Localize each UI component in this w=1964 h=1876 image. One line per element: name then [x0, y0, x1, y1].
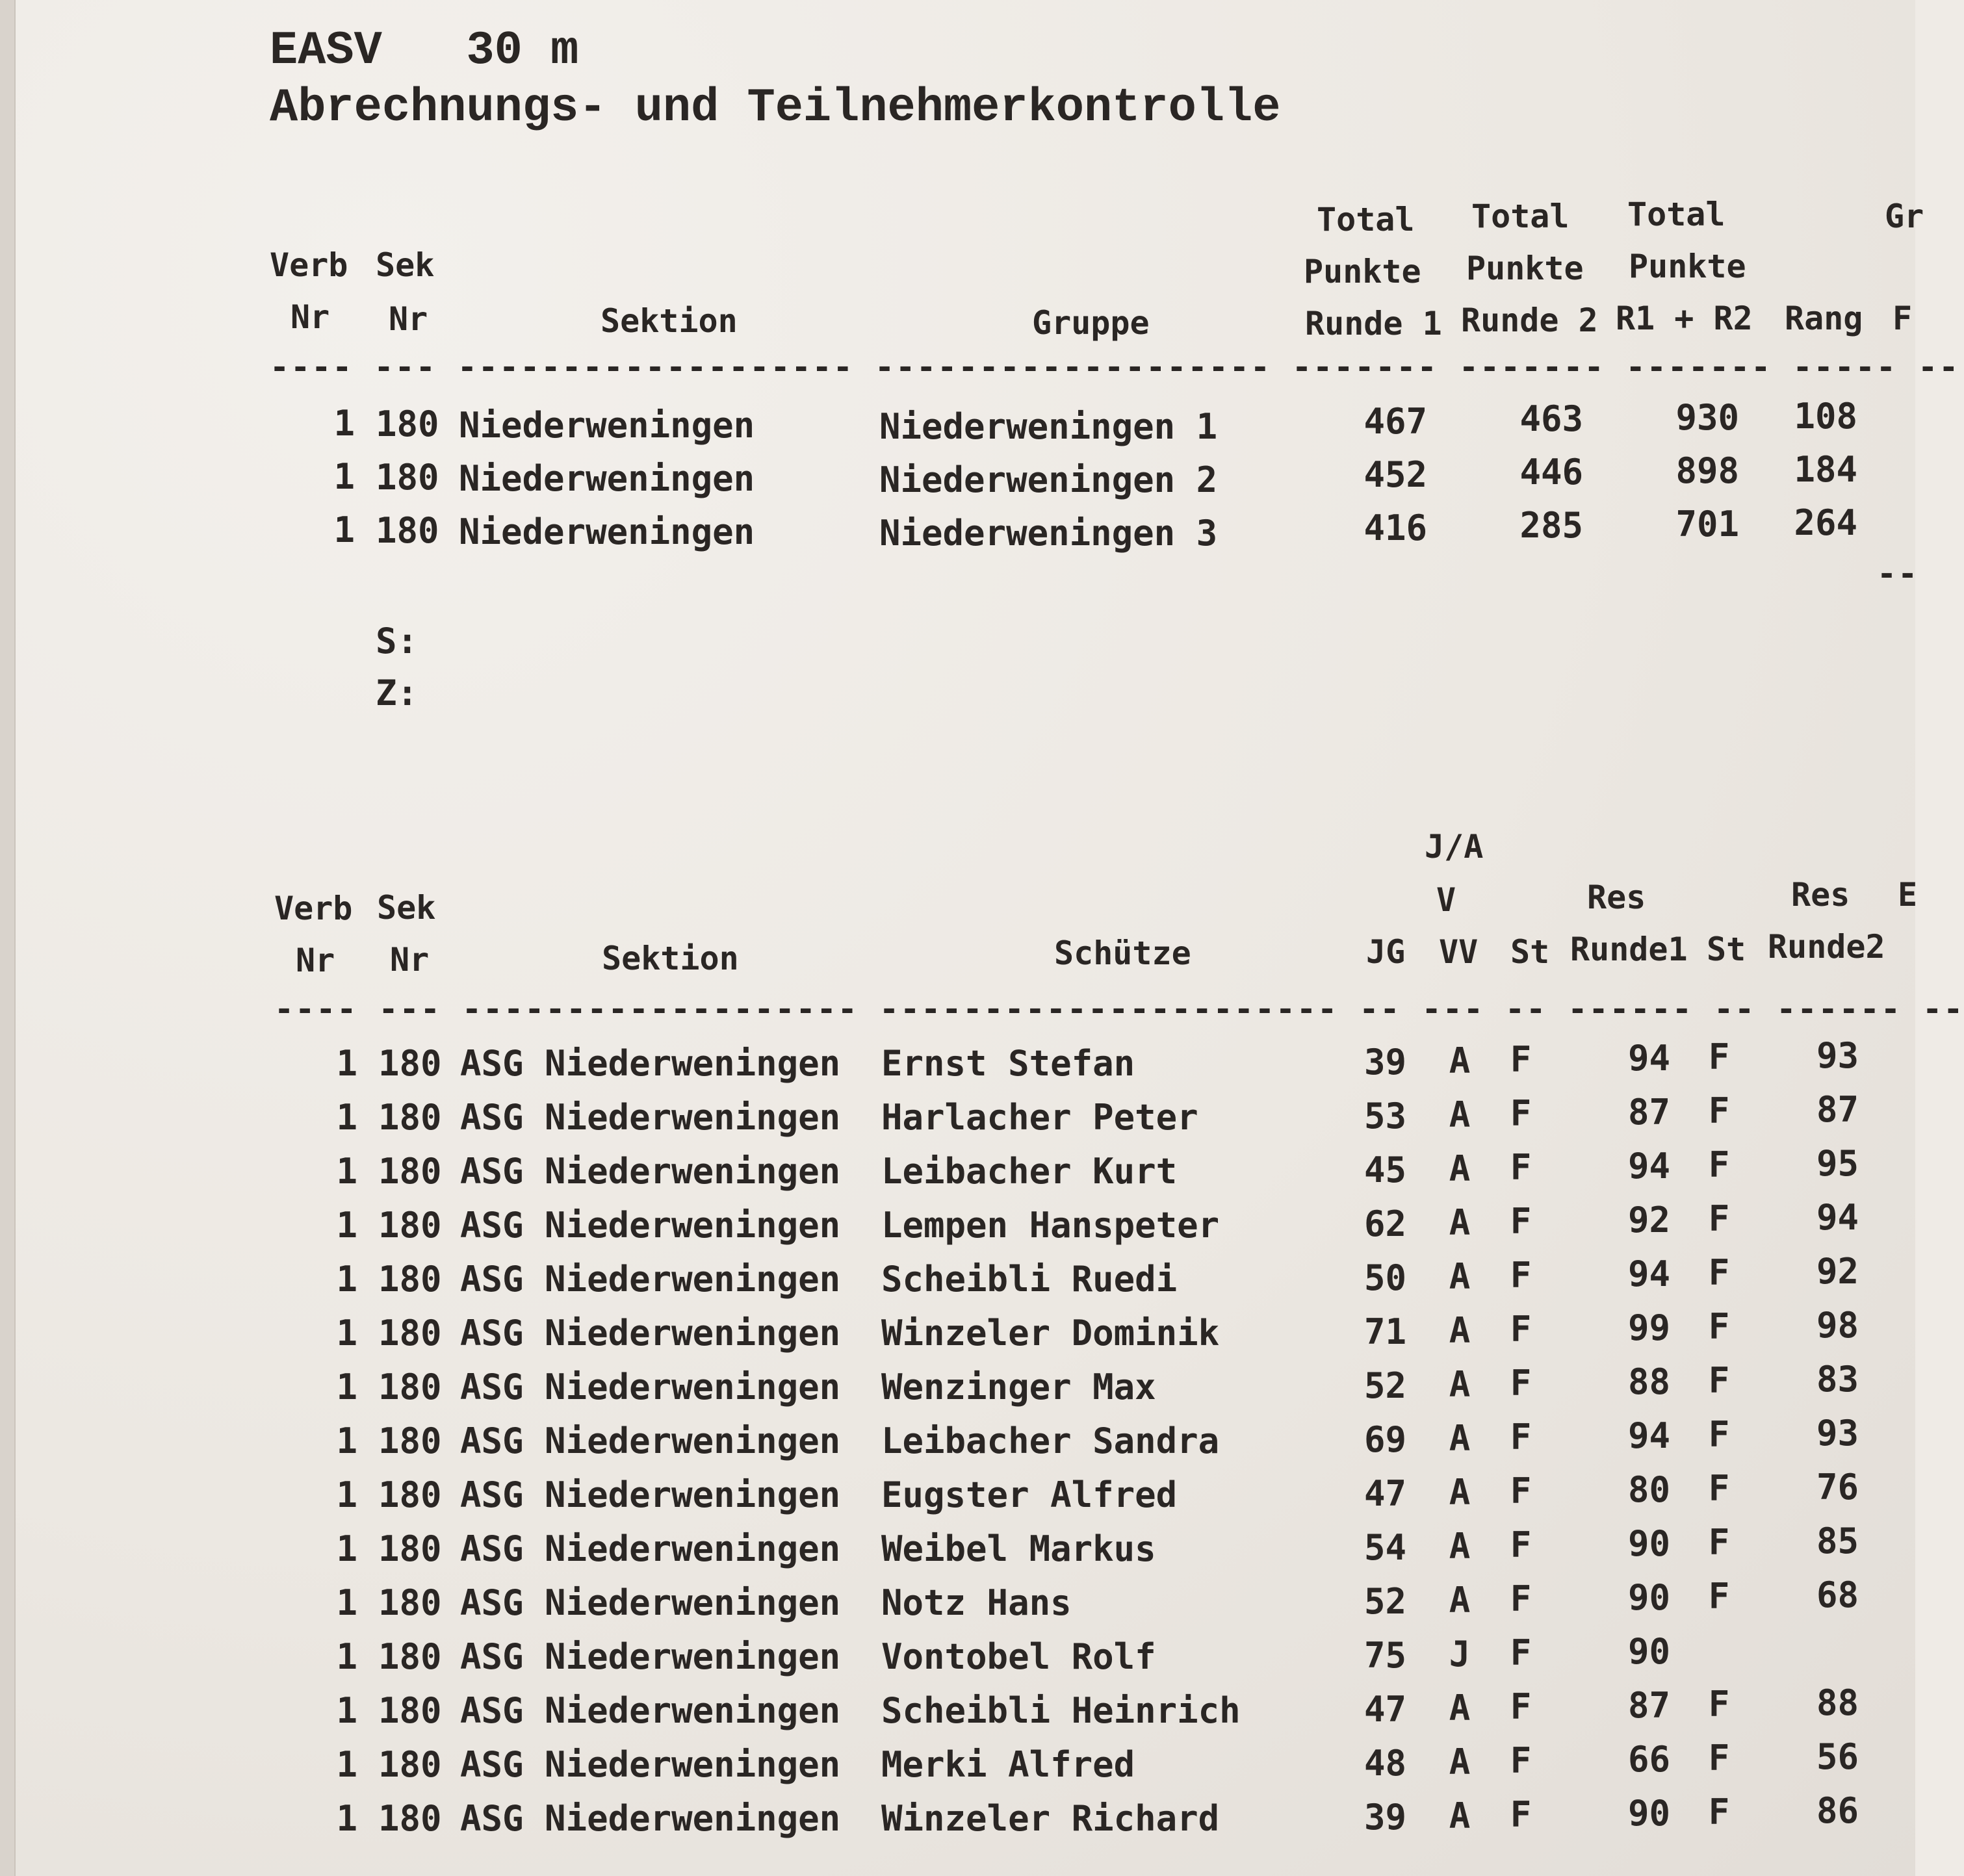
shooter-cell-res1: 90: [1627, 1577, 1670, 1618]
shooter-cell-sek: 180: [378, 1097, 442, 1138]
shooter-cell-ja: A: [1449, 1094, 1471, 1135]
group-row-3-r1: 416: [1363, 508, 1427, 548]
shooter-header-res1-1: Res: [1587, 879, 1646, 916]
shooter-cell-st2: F: [1708, 1468, 1730, 1509]
shooter-cell-st2: F: [1708, 1360, 1730, 1401]
shooter-header-res2-1: Res: [1791, 876, 1850, 914]
shooter-cell-sektion: ASG Niederweningen: [460, 1690, 841, 1731]
shooter-header-cut: E: [1898, 876, 1918, 914]
shooter-cell-sek: 180: [378, 1367, 442, 1407]
shooter-cell-verb: 1: [336, 1151, 357, 1192]
shooter-cell-res2: 83: [1816, 1359, 1859, 1400]
shooter-cell-res1: 92: [1627, 1200, 1670, 1240]
shooter-cell-name: Ernst Stefan: [881, 1043, 1135, 1084]
group-row-1-gruppe: Niederweningen 1: [879, 406, 1218, 447]
shooter-cell-sektion: ASG Niederweningen: [460, 1367, 841, 1407]
shooter-cell-sek: 180: [378, 1259, 442, 1300]
shooter-cell-sek: 180: [378, 1690, 442, 1731]
shooter-cell-res2: 76: [1816, 1467, 1859, 1508]
shooter-cell-res1: 90: [1627, 1631, 1670, 1672]
shooter-cell-jg: 62: [1363, 1203, 1406, 1244]
shooter-cell-name: Eugster Alfred: [881, 1474, 1178, 1515]
shooter-cell-jg: 47: [1363, 1689, 1406, 1730]
group-row-2-total: 898: [1675, 450, 1739, 491]
group-row-2-gruppe: Niederweningen 2: [879, 459, 1218, 500]
shooter-cell-verb: 1: [336, 1043, 357, 1084]
shooter-cell-verb: 1: [336, 1582, 357, 1623]
shooter-header-verb-nr: Nr: [296, 942, 335, 979]
shooter-header-sek-nr: Nr: [390, 941, 430, 979]
group-row-3-rang: 264: [1794, 502, 1857, 543]
group-header-sektion: Sektion: [601, 302, 738, 340]
shooter-cell-sektion: ASG Niederweningen: [460, 1474, 841, 1515]
shooter-cell-sektion: ASG Niederweningen: [460, 1205, 841, 1246]
group-row-2-r1: 452: [1363, 454, 1427, 495]
shooter-cell-res1: 90: [1627, 1523, 1670, 1564]
shooter-cell-sektion: ASG Niederweningen: [460, 1798, 841, 1839]
group-header-verb: Verb: [270, 246, 348, 284]
shooter-cell-st1: F: [1510, 1363, 1532, 1404]
shooter-cell-jg: 71: [1363, 1311, 1406, 1352]
shooter-cell-name: Vontobel Rolf: [881, 1636, 1156, 1677]
shooter-cell-sek: 180: [378, 1474, 442, 1515]
shooter-cell-st1: F: [1510, 1471, 1532, 1511]
shooter-cell-res2: 68: [1816, 1574, 1859, 1615]
shooter-cell-res1: 94: [1627, 1415, 1670, 1456]
shooter-cell-st1: F: [1510, 1578, 1532, 1619]
shooter-cell-st1: F: [1510, 1201, 1532, 1242]
shooter-cell-res2: 94: [1816, 1197, 1859, 1238]
group-s-label: S:: [376, 621, 419, 662]
shooter-cell-sek: 180: [378, 1528, 442, 1569]
shooter-cell-sektion: ASG Niederweningen: [460, 1151, 841, 1192]
shooter-cell-verb: 1: [336, 1205, 357, 1246]
shooter-cell-sek: 180: [378, 1798, 442, 1839]
shooter-header-st2: St: [1707, 931, 1746, 968]
shooter-header-jg: JG: [1366, 933, 1406, 971]
shooter-cell-name: Scheibli Ruedi: [881, 1259, 1178, 1300]
group-row-3-verb: 1: [333, 509, 355, 550]
shooter-cell-res2: 98: [1816, 1305, 1859, 1346]
shooter-header-ja-2: V: [1436, 881, 1456, 919]
group-row-2-verb: 1: [333, 456, 355, 497]
shooter-cell-st1: F: [1510, 1686, 1532, 1727]
shooter-cell-st2: F: [1708, 1090, 1730, 1131]
shooter-cell-jg: 45: [1363, 1150, 1406, 1190]
shooter-cell-st2: F: [1708, 1792, 1730, 1832]
shooter-cell-verb: 1: [336, 1097, 357, 1138]
shooter-cell-res1: 88: [1627, 1361, 1670, 1402]
shooter-cell-sektion: ASG Niederweningen: [460, 1097, 841, 1138]
shooter-cell-sek: 180: [378, 1205, 442, 1246]
group-z-label: Z:: [376, 673, 419, 713]
group-header-sek-nr: Nr: [389, 300, 428, 338]
shooter-cell-ja: A: [1449, 1202, 1471, 1243]
shooter-cell-ja: A: [1449, 1580, 1471, 1621]
document-title-line1: EASV 30 m: [270, 24, 579, 77]
group-header-gruppe: Gruppe: [1032, 304, 1150, 342]
shooter-cell-st1: F: [1510, 1417, 1532, 1458]
shooter-cell-sek: 180: [378, 1636, 442, 1677]
shooter-cell-name: Weibel Markus: [881, 1528, 1156, 1569]
document-title-line2: Abrechnungs- und Teilnehmerkontrolle: [270, 81, 1281, 135]
shooter-cell-sek: 180: [378, 1744, 442, 1785]
group-header-cut-3: F: [1893, 300, 1913, 337]
group-row-3-sek: 180: [376, 510, 439, 551]
shooter-cell-res1: 94: [1627, 1146, 1670, 1187]
group-header-cut-1: Gr: [1885, 198, 1924, 235]
shooter-cell-sek: 180: [378, 1420, 442, 1461]
group-header-r1-1: Total: [1317, 201, 1415, 238]
group-row-1-verb: 1: [333, 403, 355, 444]
group-row-2-sektion: Niederweningen: [459, 458, 755, 499]
shooter-header-ja-1: J/A: [1425, 828, 1484, 866]
shooter-cell-st1: F: [1510, 1039, 1532, 1080]
shooter-cell-st2: F: [1708, 1306, 1730, 1347]
shooter-cell-ja: A: [1449, 1256, 1471, 1297]
shooter-header-st1: St: [1510, 933, 1550, 971]
group-header-total-1: Total: [1627, 196, 1725, 233]
shooter-header-res1-2: Runde1: [1570, 931, 1688, 968]
shooter-cell-st1: F: [1510, 1309, 1532, 1350]
group-row-3-gruppe: Niederweningen 3: [879, 513, 1218, 554]
shooter-cell-sektion: ASG Niederweningen: [460, 1259, 841, 1300]
shooter-cell-sektion: ASG Niederweningen: [460, 1528, 841, 1569]
shooter-cell-ja: A: [1449, 1795, 1471, 1836]
shooter-cell-verb: 1: [336, 1259, 357, 1300]
shooter-header-ja-3: VV: [1439, 933, 1479, 971]
shooter-cell-sektion: ASG Niederweningen: [460, 1744, 841, 1785]
shooter-cell-res2: 85: [1816, 1521, 1859, 1561]
group-row-2-rang: 184: [1794, 449, 1857, 490]
shooter-cell-res2: 93: [1816, 1413, 1859, 1454]
group-row-3-sektion: Niederweningen: [459, 511, 755, 552]
shooter-cell-sek: 180: [378, 1151, 442, 1192]
shooter-cell-ja: A: [1449, 1526, 1471, 1567]
shooter-cell-jg: 47: [1363, 1473, 1406, 1514]
group-row-2-sek: 180: [376, 457, 439, 498]
shooter-cell-verb: 1: [336, 1636, 357, 1677]
shooter-cell-jg: 48: [1363, 1743, 1406, 1784]
group-header-sek: Sek: [376, 246, 435, 284]
shooter-cell-verb: 1: [336, 1367, 357, 1407]
shooter-cell-st1: F: [1510, 1740, 1532, 1781]
shooter-cell-sek: 180: [378, 1313, 442, 1354]
shooter-cell-res2: 93: [1816, 1035, 1859, 1076]
shooter-cell-res1: 66: [1627, 1739, 1670, 1780]
group-header-total-3: R1 + R2: [1616, 300, 1753, 337]
shooter-cell-res1: 99: [1627, 1307, 1670, 1348]
group-header-total-2: Punkte: [1629, 248, 1746, 285]
shooter-cell-verb: 1: [336, 1420, 357, 1461]
shooter-cell-jg: 39: [1363, 1797, 1406, 1838]
group-header-divider: ---- --- ------------------- ------------------- ------- ------- ------- ----- --: [270, 348, 1960, 386]
shooter-cell-jg: 69: [1363, 1419, 1406, 1460]
shooter-cell-st1: F: [1510, 1147, 1532, 1188]
shooter-cell-sektion: ASG Niederweningen: [460, 1043, 841, 1084]
shooter-cell-ja: A: [1449, 1418, 1471, 1459]
shooter-cell-verb: 1: [336, 1798, 357, 1839]
shooter-cell-name: Wenzinger Max: [881, 1367, 1156, 1407]
shooter-cell-name: Winzeler Richard: [881, 1798, 1220, 1839]
shooter-cell-res2: 88: [1816, 1682, 1859, 1723]
shooter-cell-name: Scheibli Heinrich: [881, 1690, 1241, 1731]
shooter-cell-verb: 1: [336, 1744, 357, 1785]
shooter-header-sek: Sek: [377, 889, 436, 927]
shooter-cell-sektion: ASG Niederweningen: [460, 1313, 841, 1354]
shooter-header-verb: Verb: [274, 890, 353, 927]
shooter-cell-st2: F: [1708, 1738, 1730, 1779]
shooter-cell-res2: 95: [1816, 1143, 1859, 1184]
shooter-cell-res1: 90: [1627, 1793, 1670, 1834]
shooter-header-schuetze: Schütze: [1054, 934, 1191, 972]
shooter-cell-jg: 39: [1363, 1042, 1406, 1083]
shooter-cell-sektion: ASG Niederweningen: [460, 1636, 841, 1677]
shooter-cell-name: Leibacher Sandra: [881, 1420, 1220, 1461]
shooter-cell-name: Leibacher Kurt: [881, 1151, 1178, 1192]
shooter-cell-jg: 52: [1363, 1365, 1406, 1406]
shooter-cell-sektion: ASG Niederweningen: [460, 1582, 841, 1623]
group-row-2-r2: 446: [1519, 452, 1583, 493]
shooter-cell-st2: F: [1708, 1252, 1730, 1293]
shooter-cell-st1: F: [1510, 1255, 1532, 1296]
shooter-header-sektion: Sektion: [602, 940, 739, 977]
shooter-cell-st1: F: [1510, 1093, 1532, 1134]
shooter-cell-jg: 50: [1363, 1257, 1406, 1298]
group-row-3-r2: 285: [1519, 505, 1583, 546]
shooter-cell-ja: A: [1449, 1364, 1471, 1405]
shooter-cell-jg: 53: [1363, 1096, 1406, 1137]
shooter-cell-res1: 94: [1627, 1253, 1670, 1294]
shooter-cell-st2: F: [1708, 1036, 1730, 1077]
shooter-cell-ja: A: [1449, 1741, 1471, 1782]
shooter-cell-name: Lempen Hanspeter: [881, 1205, 1220, 1246]
group-row-3-total: 701: [1675, 504, 1739, 545]
group-row-1-r1: 467: [1363, 401, 1427, 442]
shooter-cell-res2: 92: [1816, 1251, 1859, 1292]
shooter-cell-st2: F: [1708, 1144, 1730, 1185]
group-row-1-r2: 463: [1519, 398, 1583, 439]
shooter-cell-jg: 75: [1363, 1635, 1406, 1676]
group-header-r1-3: Runde 1: [1305, 305, 1442, 342]
group-header-r1-2: Punkte: [1304, 253, 1421, 290]
shooter-cell-sek: 180: [378, 1043, 442, 1084]
group-row-1-sek: 180: [376, 404, 439, 444]
shooter-cell-verb: 1: [336, 1528, 357, 1569]
shooter-cell-ja: A: [1449, 1148, 1471, 1189]
shooter-cell-name: Merki Alfred: [881, 1744, 1135, 1785]
shooter-cell-ja: A: [1449, 1310, 1471, 1351]
shooter-cell-name: Harlacher Peter: [881, 1097, 1198, 1138]
shooter-cell-name: Notz Hans: [881, 1582, 1072, 1623]
shooter-header-divider: ---- --- ------------------- ---------------------- -- --- -- ------ -- ------ --: [274, 990, 1964, 1028]
shooter-cell-res1: 87: [1627, 1092, 1670, 1133]
shooter-cell-ja: A: [1449, 1040, 1471, 1081]
shooter-cell-jg: 52: [1363, 1581, 1406, 1622]
group-header-verb-nr: Nr: [291, 298, 330, 336]
shooter-cell-ja: A: [1449, 1472, 1471, 1513]
shooter-cell-res1: 87: [1627, 1685, 1670, 1726]
shooter-cell-st1: F: [1510, 1632, 1532, 1673]
shooter-cell-st2: F: [1708, 1684, 1730, 1725]
shooter-cell-res1: 94: [1627, 1038, 1670, 1079]
group-row-1-total: 930: [1675, 397, 1739, 438]
shooter-cell-st2: F: [1708, 1522, 1730, 1563]
group-header-r2-2: Punkte: [1466, 250, 1584, 287]
group-trailing-dash: --: [1877, 555, 1919, 593]
shooter-cell-sek: 180: [378, 1582, 442, 1623]
shooter-header-res2-2: Runde2: [1768, 928, 1885, 966]
shooter-cell-ja: J: [1449, 1634, 1471, 1675]
group-header-r2-3: Runde 2: [1461, 302, 1598, 339]
shooter-cell-res2: 56: [1816, 1736, 1859, 1777]
shooter-cell-res2: 87: [1816, 1089, 1859, 1130]
shooter-cell-st1: F: [1510, 1794, 1532, 1835]
group-header-rang: Rang: [1785, 300, 1863, 337]
group-row-1-rang: 108: [1794, 396, 1857, 437]
shooter-cell-verb: 1: [336, 1690, 357, 1731]
shooter-cell-st2: F: [1708, 1576, 1730, 1617]
shooter-cell-sektion: ASG Niederweningen: [460, 1420, 841, 1461]
shooter-cell-name: Winzeler Dominik: [881, 1313, 1220, 1354]
shooter-cell-verb: 1: [336, 1313, 357, 1354]
group-row-1-sektion: Niederweningen: [459, 405, 755, 446]
shooter-cell-st1: F: [1510, 1524, 1532, 1565]
paper-left-edge: [0, 0, 16, 1876]
shooter-cell-res1: 80: [1627, 1469, 1670, 1510]
shooter-cell-verb: 1: [336, 1474, 357, 1515]
shooter-cell-st2: F: [1708, 1414, 1730, 1455]
shooter-cell-ja: A: [1449, 1688, 1471, 1728]
group-header-r2-1: Total: [1471, 198, 1570, 235]
shooter-cell-st2: F: [1708, 1198, 1730, 1239]
shooter-cell-jg: 54: [1363, 1527, 1406, 1568]
shooter-cell-res2: 86: [1816, 1790, 1859, 1831]
